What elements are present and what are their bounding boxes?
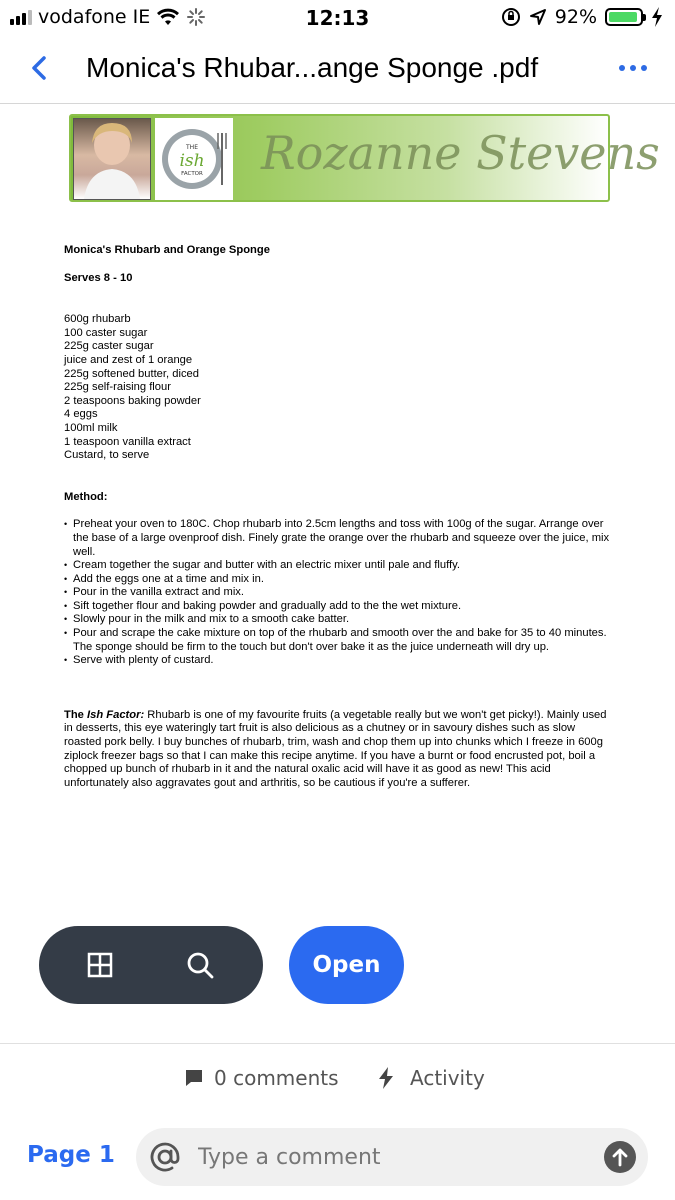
battery-icon xyxy=(605,8,643,26)
ish-factor-paragraph xyxy=(64,709,614,791)
ingredient-item: 225g softened butter, diced xyxy=(64,367,199,380)
logo-plate-icon xyxy=(158,123,230,195)
ish-factor-logo xyxy=(155,118,233,200)
send-button[interactable] xyxy=(604,1141,636,1173)
author-photo xyxy=(73,118,151,200)
ingredient-item: 100 caster sugar xyxy=(64,326,148,339)
svg-text:THE: THE xyxy=(186,144,198,151)
method-heading: Method: xyxy=(64,490,108,503)
open-button[interactable]: Open xyxy=(289,926,404,1004)
charging-icon xyxy=(651,7,663,27)
ingredient-item: Custard, to serve xyxy=(64,449,150,462)
svg-text:FACTOR: FACTOR xyxy=(181,171,203,177)
comment-bar xyxy=(136,1128,648,1186)
svg-text:ish: ish xyxy=(179,151,205,171)
banner-signature: Rozanne Stevens xyxy=(261,126,660,180)
page-indicator[interactable]: Page 1 xyxy=(27,1142,115,1168)
ish-label-prefix: The xyxy=(64,708,87,721)
portrait-image xyxy=(74,119,150,199)
carrier-name: vodafone IE xyxy=(38,6,151,28)
at-mention-icon[interactable] xyxy=(146,1138,184,1176)
ingredient-item: 100ml milk xyxy=(64,421,118,434)
ingredient-list xyxy=(64,313,614,463)
ingredient-item: 600g rhubarb xyxy=(64,313,131,326)
search-button[interactable] xyxy=(185,950,215,980)
document-title: Monica's Rhubar...ange Sponge .pdf xyxy=(86,52,539,83)
location-icon xyxy=(529,8,547,26)
chevron-left-icon xyxy=(24,50,56,86)
comments-button[interactable] xyxy=(184,1066,339,1090)
footer-divider xyxy=(0,1043,675,1044)
ish-text: Rhubarb is one of my favourite fruits (a vegetable really but we won't get picky!). Mainly used in desserts, this eye wateringly tart fruit is also delicious as a chutney or in savoury dishes such as slow roasted pork belly. I buy bunches of rhubarb, trim, wash and chop them up into chunks which I freeze in 600g ziplock freezer bags so that I can make this recipe anytime. If you have a burnt or food encrusted pot, boil a chopped up bunch of rhubarb in it and the natural oxalic acid will have it as good as new! This acid unfortunately also aggravates gout and arthritis, so be cautious if you're a sufferer. xyxy=(64,708,607,789)
method-step: • Serve with plenty of custard. xyxy=(64,654,614,668)
ellipsis-icon xyxy=(619,65,625,71)
clock: 12:13 xyxy=(305,6,370,30)
comment-input[interactable] xyxy=(198,1138,588,1176)
grid-icon xyxy=(87,952,113,978)
ingredient-item: 2 teaspoons baking powder xyxy=(64,394,201,407)
method-step: • Add the eggs one at a time and mix in. xyxy=(64,573,614,587)
recipe-title: Monica's Rhubarb and Orange Sponge xyxy=(64,244,270,256)
ingredient-item: juice and zest of 1 orange xyxy=(64,353,193,366)
battery-percent: 92% xyxy=(554,6,597,28)
back-button[interactable] xyxy=(24,50,56,86)
status-bar xyxy=(0,0,675,36)
comments-label: 0 comments xyxy=(214,1066,339,1090)
more-options-button[interactable] xyxy=(619,58,649,78)
thumbnail-grid-button[interactable] xyxy=(87,952,113,978)
method-step: • Preheat your oven to 180C. Chop rhubarb into 2.5cm lengths and toss with 100g of the sugar. Arrange over the base of a large ovenproof dish. Finely grate the orange over the rhubarb and squeeze over the juice, mix well. xyxy=(64,518,614,559)
method-step: • Slowly pour in the milk and mix to a smooth cake batter. xyxy=(64,613,614,627)
header-banner xyxy=(69,114,660,202)
method-step: • Sift together flour and baking powder and gradually add to the the wet mixture. xyxy=(64,600,614,614)
orientation-lock-icon xyxy=(501,7,521,27)
battery-level xyxy=(609,12,637,22)
recipe-serves: Serves 8 - 10 xyxy=(64,271,133,284)
ingredient-item: 225g self-raising flour xyxy=(64,381,171,394)
arrow-up-icon xyxy=(604,1141,636,1173)
method-step: • Cream together the sugar and butter with an electric mixer until pale and fluffy. xyxy=(64,559,614,573)
activity-label: Activity xyxy=(410,1066,485,1090)
search-icon xyxy=(185,950,215,980)
activity-button[interactable] xyxy=(378,1066,485,1090)
ish-label: Ish Factor: xyxy=(87,708,145,721)
status-indicators xyxy=(501,6,663,28)
recipe-content xyxy=(64,244,614,790)
ingredient-item: 4 eggs xyxy=(64,408,98,421)
ingredient-item: 1 teaspoon vanilla extract xyxy=(64,435,191,448)
comment-bubble-icon xyxy=(184,1068,204,1088)
method-step: • Pour in the vanilla extract and mix. xyxy=(64,586,614,600)
navigation-bar xyxy=(0,36,675,104)
ingredient-item: 225g caster sugar xyxy=(64,340,154,353)
pdf-document[interactable] xyxy=(0,104,675,934)
method-list xyxy=(64,518,614,668)
lightning-icon xyxy=(378,1067,394,1089)
method-step: • Pour and scrape the cake mixture on top of the rhubarb and smooth over the and bake for 35 to 40 minutes. The sponge should be firm to the touch but don't over bake it as the juice underneath will dry up. xyxy=(64,627,614,654)
document-toolbar xyxy=(39,926,263,1004)
